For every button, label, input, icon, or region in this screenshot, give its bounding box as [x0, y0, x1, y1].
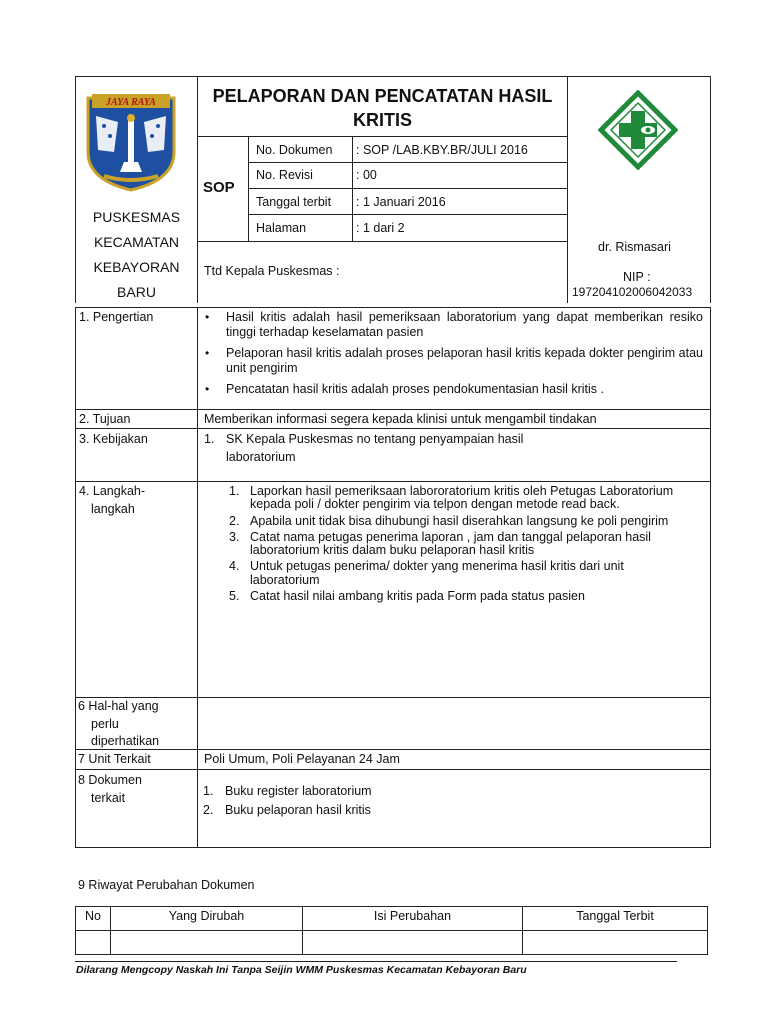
- main-left-border: [75, 307, 76, 848]
- langkah-num-2: 2.: [229, 513, 240, 528]
- history-mid: [75, 930, 708, 931]
- section-3-line-2: laboratorium: [226, 450, 296, 464]
- header-meta-row-1: [248, 162, 567, 163]
- section-3-label: 3. Kebijakan: [79, 432, 148, 446]
- history-col-4: [707, 906, 708, 955]
- history-heading: 9 Riwayat Perubahan Dokumen: [78, 878, 255, 892]
- langkah-text-2: Apabila unit tidak bisa dihubungi hasil diserahkan langsung ke poli pengirim: [250, 513, 669, 528]
- meta-value-halaman: : 1 dari 2: [356, 221, 405, 235]
- footer-notice: Dilarang Mengcopy Naskah Ini Tanpa Seijin WMM Puskesmas Kecamatan Kebayoran Baru: [76, 964, 527, 976]
- section-4-label-2: langkah: [91, 502, 135, 516]
- langkah-text-4: Untuk petugas penerima/ dokter yang menerima hasil kritis dari unit laboratorium: [250, 559, 624, 587]
- puskesmas-cross-icon: [598, 90, 678, 170]
- header-meta-bottom: [197, 241, 567, 242]
- section-2-label: 2. Tujuan: [79, 412, 131, 426]
- main-right-border: [710, 307, 711, 848]
- section-6-label-1: 6 Hal-hal yang: [78, 699, 159, 713]
- langkah-num-1: 1.: [229, 484, 240, 498]
- history-col-no: No: [85, 909, 101, 923]
- section-6-label-2: perlu: [91, 717, 119, 731]
- jaya-raya-emblem-icon: [84, 92, 178, 192]
- header-top-border: [75, 76, 711, 77]
- meta-label-halaman: Halaman: [256, 221, 307, 235]
- header-meta-row-2: [248, 188, 567, 189]
- sop-label: SOP: [203, 179, 235, 196]
- main-bottom-border: [75, 847, 711, 848]
- langkah-text-1: Laporkan hasil pemeriksaan labororatorium kritis oleh Petugas Laboratorium kepada poli / dokter pengirim via telpon dengan metode read back.: [250, 484, 674, 512]
- signer-name: dr. Rismasari: [598, 240, 671, 254]
- header-title-bottom: [197, 136, 567, 137]
- section-3-number: 1.: [204, 432, 215, 446]
- header-meta-row-3: [248, 214, 567, 215]
- meta-label-no-dokumen: No. Dokumen: [256, 143, 333, 157]
- row-sep-1: [75, 409, 711, 410]
- section-7-text: Poli Umum, Poli Pelayanan 24 Jam: [204, 752, 400, 766]
- section-1-label: 1. Pengertian: [79, 310, 154, 324]
- meta-label-tanggal-terbit: Tanggal terbit: [256, 195, 332, 209]
- header-right-border: [710, 76, 711, 303]
- section-2-text: Memberikan informasi segera kepada klinisi untuk mengambil tindakan: [204, 412, 597, 426]
- dokumen-num-1: 1.: [203, 784, 214, 798]
- section-7-label: 7 Unit Terkait: [78, 752, 151, 766]
- section-6-label-3: diperhatikan: [91, 734, 160, 748]
- row-sep-2: [75, 428, 711, 429]
- section-1-content: [201, 310, 703, 397]
- langkah-num-4: 4.: [229, 559, 240, 574]
- langkah-text-3: Catat nama petugas penerima laporan , jam dan tanggal pelaporan hasil laboratorium kritis dalam buku pelaporan hasil kritis: [250, 529, 651, 558]
- history-col-yang-dirubah: Yang Dirubah: [168, 909, 245, 923]
- ttd-kepala-puskesmas: Ttd Kepala Puskesmas :: [204, 264, 340, 278]
- footer-line: [75, 961, 677, 962]
- row-sep-6: [75, 749, 711, 750]
- section-8-label-2: terkait: [91, 791, 126, 805]
- header-divider-1: [197, 76, 198, 303]
- langkah-item-3: [225, 531, 695, 558]
- institution-line-1: PUSKESMAS: [92, 209, 181, 225]
- langkah-text-5: Catat hasil nilai ambang kritis pada Form pada status pasien: [250, 589, 585, 604]
- section-4-label-1: 4. Langkah-: [79, 484, 146, 498]
- dokumen-text-1: Buku register laboratorium: [225, 784, 372, 798]
- document-title: PELAPORAN DAN PENCATATAN HASIL KRITIS: [212, 86, 553, 130]
- history-bottom: [75, 954, 708, 955]
- meta-value-no-revisi: : 00: [356, 168, 377, 182]
- main-top-border: [75, 307, 711, 308]
- langkah-item-5: [225, 590, 695, 603]
- section-3-line-1: SK Kepala Puskesmas no tentang penyampaian hasil: [226, 432, 524, 446]
- header-divider-2: [567, 76, 568, 303]
- history-top: [75, 906, 708, 907]
- row-sep-4: [75, 697, 711, 698]
- pengertian-item-1: • Hasil kritis adalah hasil pemeriksaan laboratorium yang dapat memberikan resiko tinggi terhadap keselamatan pasien: [201, 310, 703, 340]
- svg-text:JAYA RAYA: JAYA RAYA: [106, 97, 156, 108]
- langkah-item-1: [225, 485, 695, 512]
- section-8-label-1: 8 Dokumen: [78, 773, 142, 787]
- section-4-content: [225, 485, 695, 603]
- dokumen-text-2: Buku pelaporan hasil kritis: [225, 803, 371, 817]
- institution-line-3: KEBAYORAN: [93, 259, 180, 275]
- meta-value-no-dokumen: : SOP /LAB.KBY.BR/JULI 2016: [356, 143, 528, 157]
- jaya-raya-logo: [84, 92, 178, 192]
- pengertian-item-2: • Pelaporan hasil kritis adalah proses pelaporan hasil kritis kepada dokter pengirim atau unit pengirim: [201, 346, 703, 376]
- dokumen-num-2: 2.: [203, 803, 214, 817]
- row-sep-7: [75, 769, 711, 770]
- row-sep-3: [75, 481, 711, 482]
- meta-value-tanggal-terbit: : 1 Januari 2016: [356, 195, 446, 209]
- history-col-isi-perubahan: Isi Perubahan: [373, 909, 452, 923]
- nip-label: NIP :: [623, 270, 651, 284]
- langkah-item-4: [225, 560, 695, 587]
- meta-label-no-revisi: No. Revisi: [256, 168, 313, 182]
- langkah-num-3: 3.: [229, 529, 240, 544]
- puskesmas-logo: [598, 90, 678, 170]
- pengertian-item-3: • Pencatatan hasil kritis adalah proses pendokumentasian hasil kritis .: [201, 382, 703, 397]
- institution-line-4: BARU: [117, 284, 156, 300]
- nip-value: 197204102006042033: [572, 285, 693, 299]
- history-col-tanggal-terbit: Tanggal Terbit: [576, 909, 654, 923]
- langkah-item-2: [225, 515, 695, 528]
- langkah-num-5: 5.: [229, 589, 240, 604]
- institution-line-2: KECAMATAN: [93, 234, 180, 250]
- main-col-divider: [197, 307, 198, 848]
